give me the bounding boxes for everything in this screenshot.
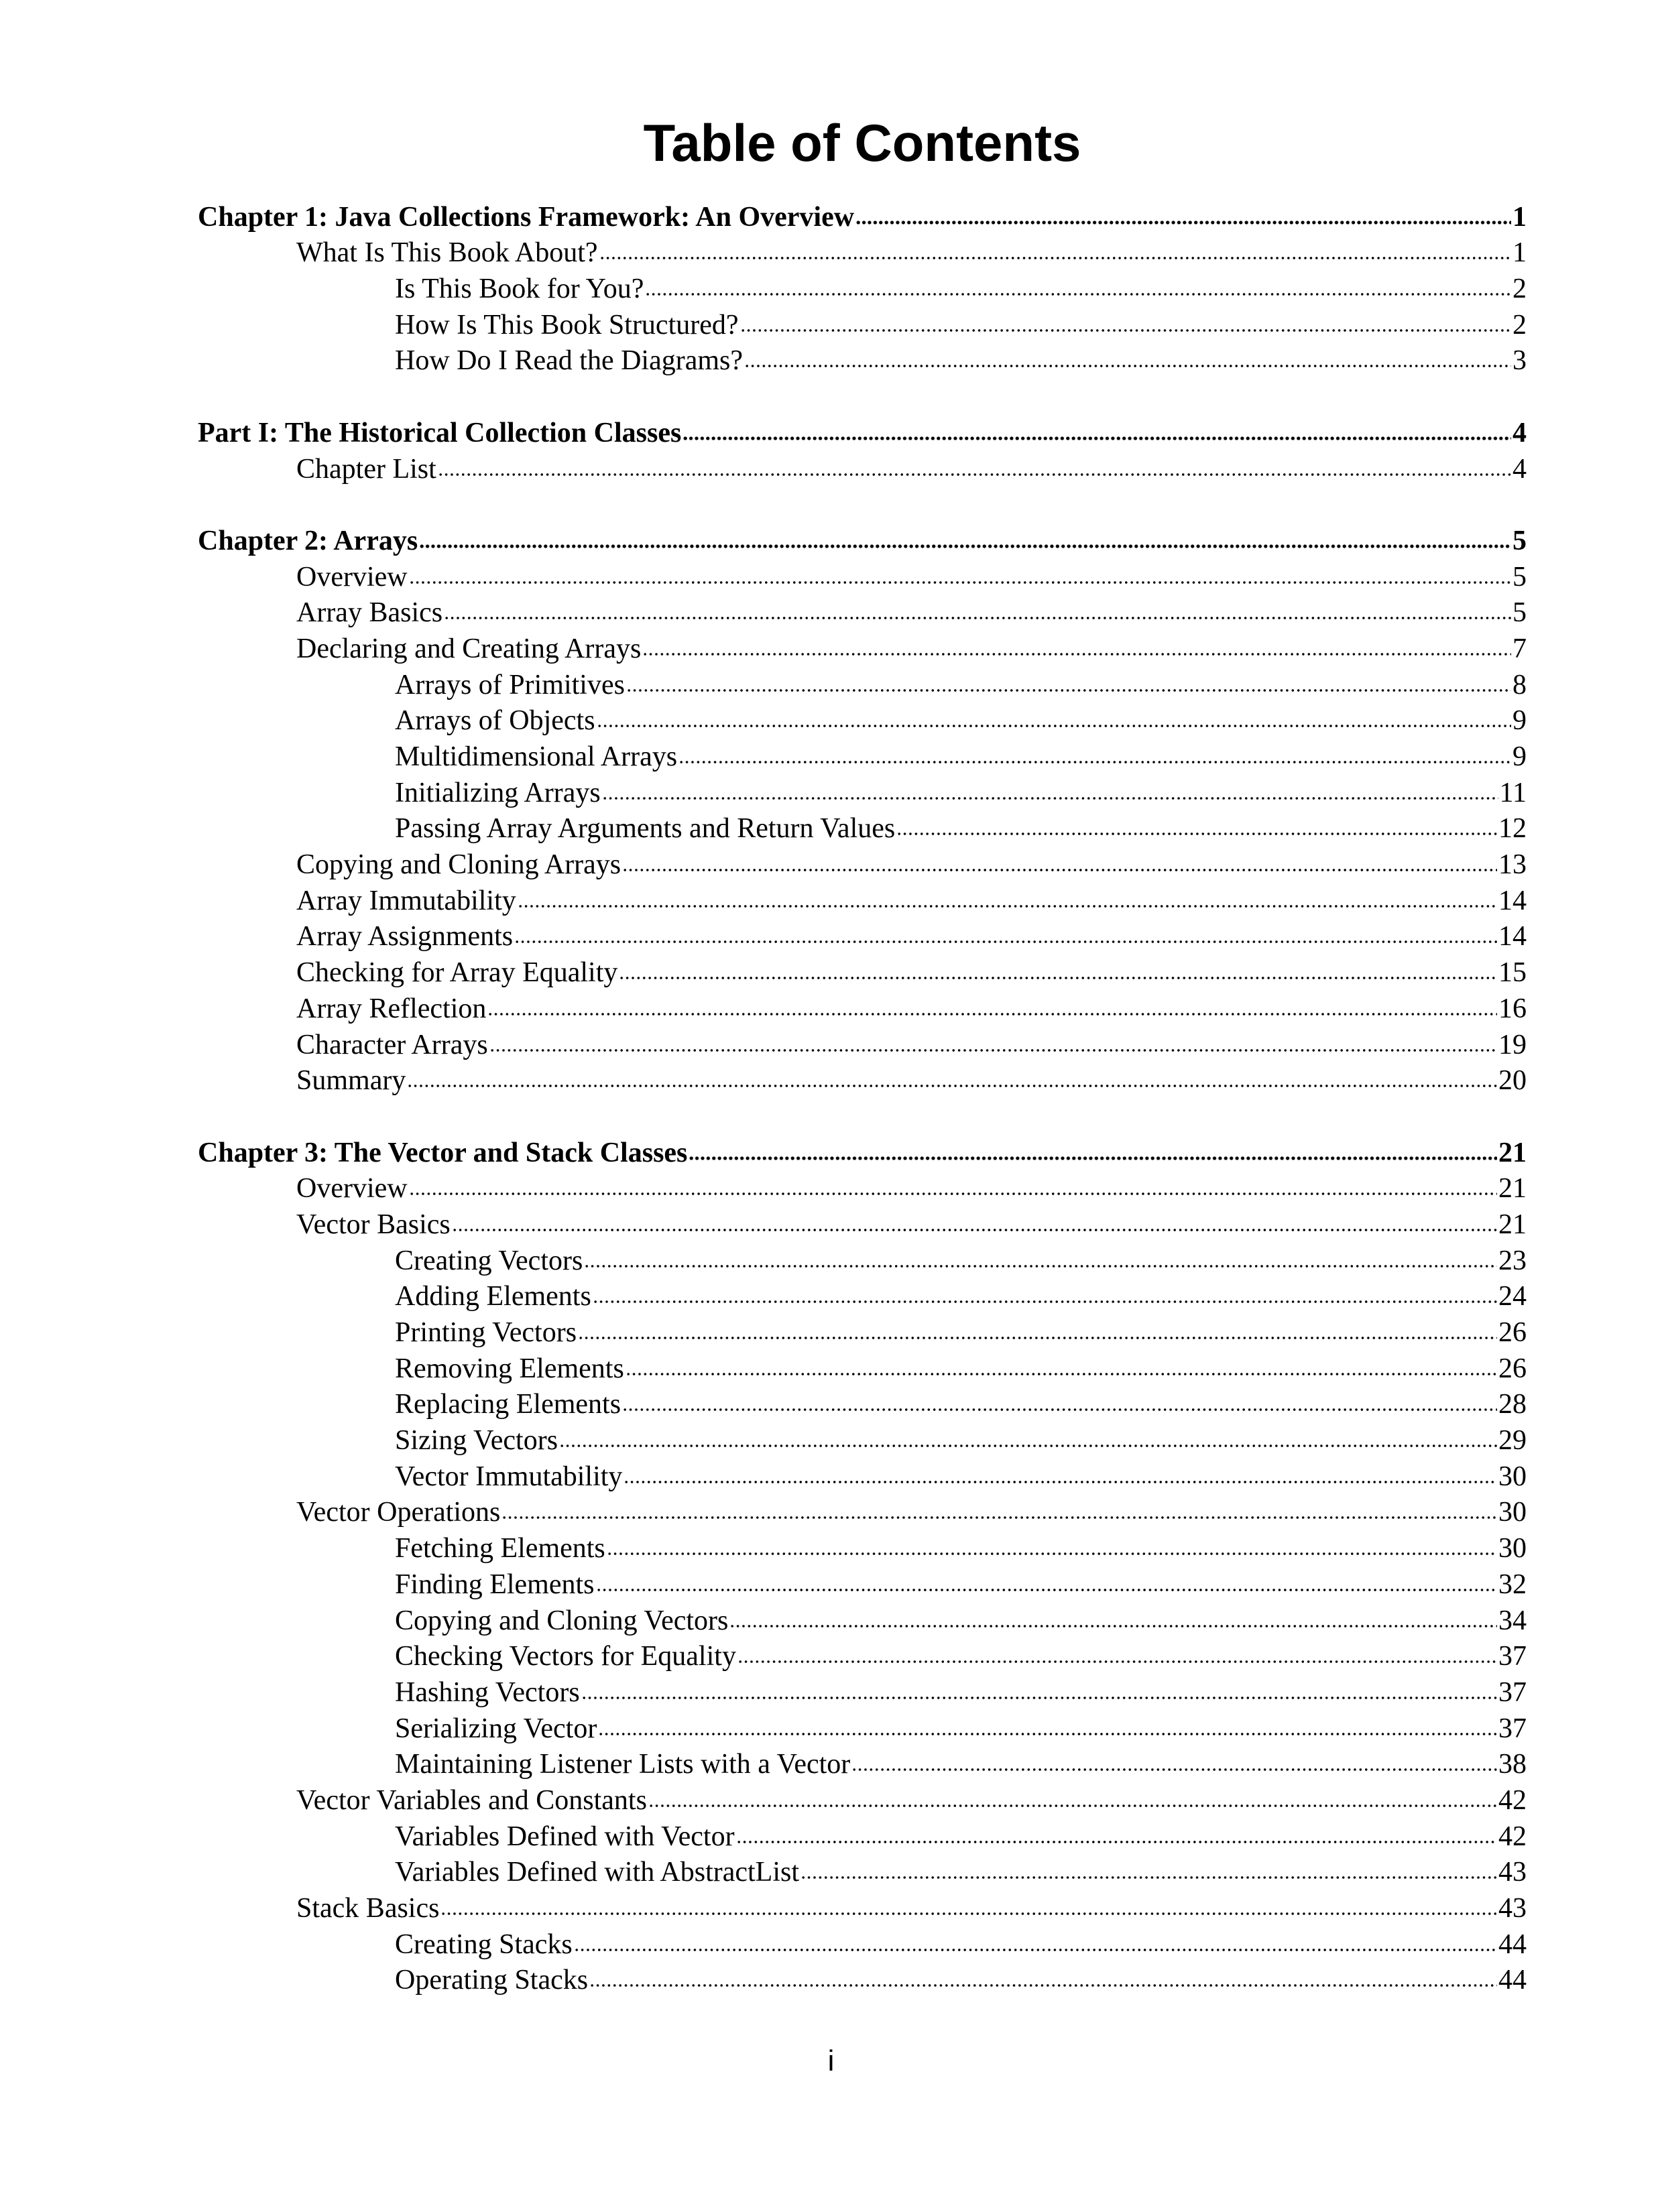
- dot-leader: [737, 1658, 1497, 1665]
- entry-page-number: 2: [1512, 273, 1527, 305]
- entry-title: Fetching Elements: [395, 1533, 605, 1564]
- toc-subsection-entry[interactable]: [198, 1348, 1527, 1384]
- entry-title: How Do I Read the Diagrams?: [395, 345, 744, 377]
- toc-section-entry[interactable]: [198, 880, 1527, 916]
- entry-title: Variables Defined with AbstractList: [395, 1857, 800, 1888]
- entry-page-number: 42: [1498, 1821, 1527, 1852]
- toc-subsection-entry[interactable]: [198, 1384, 1527, 1420]
- entry-page-number: 38: [1498, 1749, 1527, 1780]
- dot-leader: [851, 1766, 1497, 1773]
- entry-title: Copying and Cloning Arrays: [296, 849, 621, 881]
- toc-section-entry[interactable]: [198, 233, 1527, 269]
- toc-section-entry[interactable]: [198, 448, 1527, 485]
- entry-title: Sizing Vectors: [395, 1425, 558, 1457]
- toc-subsection-entry[interactable]: [198, 808, 1527, 845]
- entry-page-number: 37: [1498, 1641, 1527, 1672]
- entry-page-number: 15: [1498, 957, 1527, 989]
- dot-leader: [487, 1011, 1497, 1018]
- entry-title: Removing Elements: [395, 1353, 624, 1384]
- entry-page-number: 32: [1498, 1569, 1527, 1600]
- toc-subsection-entry[interactable]: [198, 1708, 1527, 1744]
- toc-subsection-entry[interactable]: [198, 1312, 1527, 1348]
- dot-leader: [501, 1514, 1497, 1521]
- toc-subsection-entry[interactable]: [198, 1744, 1527, 1780]
- dot-leader: [596, 1587, 1498, 1593]
- toc-section-entry[interactable]: [198, 628, 1527, 664]
- toc-section-entry[interactable]: [198, 1492, 1527, 1528]
- entry-title: Adding Elements: [395, 1281, 591, 1312]
- toc-section-entry[interactable]: [198, 988, 1527, 1024]
- toc-subsection-entry[interactable]: [198, 772, 1527, 808]
- entry-title: Overview: [296, 561, 408, 593]
- entry-page-number: 24: [1498, 1281, 1527, 1312]
- toc-subsection-entry[interactable]: [198, 1420, 1527, 1456]
- dot-leader: [626, 687, 1511, 694]
- entry-title: Arrays of Primitives: [395, 669, 625, 700]
- toc-subsection-entry[interactable]: [198, 736, 1527, 772]
- toc-section-entry[interactable]: [198, 1780, 1527, 1816]
- entry-page-number: 44: [1498, 1928, 1527, 1960]
- toc-chapter-entry[interactable]: [198, 1132, 1527, 1168]
- entry-page-number: 4: [1512, 417, 1527, 448]
- entry-title: Array Assignments: [296, 921, 514, 953]
- toc-subsection-entry[interactable]: [198, 1852, 1527, 1888]
- section-spacer: [198, 376, 1527, 412]
- entry-page-number: 37: [1498, 1676, 1527, 1708]
- entry-page-number: 26: [1498, 1317, 1527, 1348]
- entry-page-number: 2: [1512, 309, 1527, 341]
- dot-leader: [599, 255, 1511, 261]
- dot-leader: [740, 327, 1511, 334]
- entry-page-number: 14: [1498, 885, 1527, 916]
- toc-section-entry[interactable]: [198, 952, 1527, 988]
- toc-subsection-entry[interactable]: [198, 1672, 1527, 1708]
- entry-page-number: 43: [1498, 1893, 1527, 1924]
- dot-leader: [419, 543, 1511, 550]
- dot-leader: [438, 471, 1511, 478]
- toc-section-entry[interactable]: [198, 1168, 1527, 1205]
- section-spacer: [198, 1096, 1527, 1132]
- entry-page-number: 5: [1512, 597, 1527, 629]
- dot-leader: [682, 435, 1511, 442]
- dot-leader: [514, 938, 1497, 945]
- toc-section-entry[interactable]: [198, 916, 1527, 953]
- entry-title: Creating Stacks: [395, 1928, 573, 1960]
- dot-leader: [624, 1479, 1497, 1485]
- toc-subsection-entry[interactable]: [198, 1456, 1527, 1492]
- entry-title: Character Arrays: [296, 1029, 488, 1060]
- entry-page-number: 16: [1498, 993, 1527, 1024]
- entry-page-number: 30: [1498, 1497, 1527, 1528]
- dot-leader: [689, 1155, 1497, 1162]
- entry-title: Vector Basics: [296, 1209, 451, 1240]
- entry-title: Copying and Cloning Vectors: [395, 1605, 729, 1636]
- toc-subsection-entry[interactable]: [198, 304, 1527, 341]
- entry-title: Vector Immutability: [395, 1461, 623, 1492]
- toc-subsection-entry[interactable]: [198, 1564, 1527, 1600]
- dot-leader: [598, 1731, 1497, 1737]
- dot-leader: [678, 759, 1511, 765]
- dot-leader: [736, 1839, 1497, 1845]
- page-title: Table of Contents: [643, 113, 1081, 172]
- dot-leader: [578, 1335, 1497, 1341]
- toc-subsection-entry[interactable]: [198, 1276, 1527, 1312]
- entry-title: Checking Vectors for Equality: [395, 1641, 736, 1672]
- entry-title: Chapter List: [296, 453, 436, 485]
- dot-leader: [597, 723, 1511, 729]
- toc-subsection-entry[interactable]: [198, 1240, 1527, 1276]
- entry-page-number: 21: [1498, 1209, 1527, 1240]
- dot-leader: [729, 1623, 1497, 1630]
- entry-page-number: 9: [1512, 705, 1527, 737]
- dot-leader: [452, 1227, 1497, 1233]
- entry-title: Chapter 1: Java Collections Framework: An Overview: [198, 201, 855, 233]
- entry-title: Is This Book for You?: [395, 273, 644, 305]
- entry-page-number: 34: [1498, 1605, 1527, 1636]
- entry-page-number: 44: [1498, 1965, 1527, 1996]
- toc-subsection-entry[interactable]: [198, 1600, 1527, 1636]
- dot-leader: [622, 1406, 1497, 1413]
- toc-section-entry[interactable]: [198, 593, 1527, 629]
- toc-subsection-entry[interactable]: [198, 268, 1527, 304]
- entry-title: Variables Defined with Vector: [395, 1821, 735, 1852]
- entry-page-number: 21: [1498, 1137, 1527, 1168]
- entry-page-number: 12: [1498, 813, 1527, 845]
- entry-title: How Is This Book Structured?: [395, 309, 739, 341]
- dot-leader: [409, 1190, 1497, 1197]
- entry-title: Finding Elements: [395, 1569, 595, 1600]
- toc-section-entry[interactable]: [198, 1024, 1527, 1060]
- dot-leader: [407, 1083, 1497, 1089]
- entry-page-number: 19: [1498, 1029, 1527, 1060]
- entry-page-number: 20: [1498, 1065, 1527, 1097]
- toc-subsection-entry[interactable]: [198, 341, 1527, 377]
- dot-leader: [602, 795, 1498, 802]
- entry-page-number: 29: [1498, 1425, 1527, 1457]
- entry-title: Stack Basics: [296, 1893, 440, 1924]
- entry-title: Part I: The Historical Collection Classes: [198, 417, 682, 448]
- entry-title: Creating Vectors: [395, 1245, 583, 1276]
- entry-title: Vector Variables and Constants: [296, 1784, 647, 1816]
- dot-leader: [648, 1802, 1497, 1809]
- entry-page-number: 37: [1498, 1713, 1527, 1744]
- dot-leader: [642, 651, 1511, 658]
- entry-title: Multidimensional Arrays: [395, 741, 678, 772]
- entry-page-number: 43: [1498, 1857, 1527, 1888]
- entry-title: Serializing Vector: [395, 1713, 597, 1744]
- dot-leader: [444, 615, 1511, 621]
- toc-section-entry[interactable]: [198, 556, 1527, 593]
- dot-leader: [607, 1550, 1497, 1557]
- entry-page-number: 23: [1498, 1245, 1527, 1276]
- dot-leader: [589, 1982, 1497, 1989]
- page-number: i: [827, 2044, 835, 2077]
- entry-page-number: 21: [1498, 1173, 1527, 1205]
- entry-page-number: 8: [1512, 669, 1527, 700]
- entry-title: Chapter 2: Arrays: [198, 525, 418, 556]
- toc-subsection-entry[interactable]: [198, 700, 1527, 737]
- entry-page-number: 1: [1512, 237, 1527, 269]
- entry-page-number: 30: [1498, 1461, 1527, 1492]
- dot-leader: [593, 1298, 1497, 1305]
- toc-chapter-entry[interactable]: [198, 412, 1527, 448]
- entry-page-number: 4: [1512, 453, 1527, 485]
- toc-subsection-entry[interactable]: [198, 1924, 1527, 1960]
- entry-title: Checking for Array Equality: [296, 957, 618, 989]
- entry-title: Initializing Arrays: [395, 777, 601, 808]
- entry-page-number: 14: [1498, 921, 1527, 953]
- dot-leader: [855, 219, 1511, 226]
- dot-leader: [744, 363, 1511, 369]
- entry-page-number: 28: [1498, 1389, 1527, 1420]
- entry-page-number: 3: [1512, 345, 1527, 377]
- entry-title: Summary: [296, 1065, 406, 1097]
- entry-title: Maintaining Listener Lists with a Vector: [395, 1749, 851, 1780]
- dot-leader: [800, 1874, 1497, 1881]
- entry-title: Overview: [296, 1173, 408, 1205]
- dot-leader: [645, 291, 1511, 298]
- entry-page-number: 11: [1499, 777, 1527, 808]
- table-of-contents: [198, 196, 1527, 1995]
- section-spacer: [198, 485, 1527, 521]
- toc-subsection-entry[interactable]: [198, 1816, 1527, 1852]
- toc-subsection-entry[interactable]: [198, 664, 1527, 700]
- toc-subsection-entry[interactable]: [198, 1528, 1527, 1564]
- entry-title: Operating Stacks: [395, 1965, 589, 1996]
- dot-leader: [574, 1947, 1497, 1953]
- entry-title: Array Basics: [296, 597, 443, 629]
- entry-title: Declaring and Creating Arrays: [296, 633, 642, 664]
- dot-leader: [619, 975, 1497, 981]
- entry-title: Arrays of Objects: [395, 705, 595, 737]
- entry-title: Printing Vectors: [395, 1317, 577, 1348]
- dot-leader: [489, 1047, 1497, 1054]
- entry-title: Array Reflection: [296, 993, 487, 1024]
- entry-page-number: 13: [1498, 849, 1527, 881]
- entry-title: Hashing Vectors: [395, 1676, 580, 1708]
- entry-page-number: 5: [1512, 561, 1527, 593]
- dot-leader: [584, 1263, 1497, 1270]
- entry-page-number: 1: [1512, 201, 1527, 233]
- entry-title: What Is This Book About?: [296, 237, 598, 269]
- toc-chapter-entry[interactable]: [198, 520, 1527, 556]
- toc-section-entry[interactable]: [198, 1060, 1527, 1097]
- entry-page-number: 42: [1498, 1784, 1527, 1816]
- entry-title: Passing Array Arguments and Return Values: [395, 813, 896, 845]
- entry-title: Replacing Elements: [395, 1389, 621, 1420]
- toc-section-entry[interactable]: [198, 1888, 1527, 1924]
- entry-title: Array Immutability: [296, 885, 516, 916]
- dot-leader: [622, 867, 1497, 873]
- dot-leader: [626, 1371, 1497, 1377]
- entry-title: Vector Operations: [296, 1497, 501, 1528]
- entry-page-number: 7: [1512, 633, 1527, 664]
- toc-subsection-entry[interactable]: [198, 1636, 1527, 1672]
- dot-leader: [518, 903, 1497, 910]
- toc-subsection-entry[interactable]: [198, 1960, 1527, 1996]
- toc-section-entry[interactable]: [198, 844, 1527, 880]
- dot-leader: [559, 1442, 1497, 1449]
- toc-section-entry[interactable]: [198, 1204, 1527, 1240]
- dot-leader: [440, 1910, 1497, 1917]
- entry-page-number: 9: [1512, 741, 1527, 772]
- dot-leader: [409, 579, 1511, 586]
- dot-leader: [896, 831, 1497, 837]
- dot-leader: [581, 1695, 1497, 1701]
- entry-page-number: 26: [1498, 1353, 1527, 1384]
- toc-chapter-entry[interactable]: [198, 196, 1527, 233]
- entry-page-number: 30: [1498, 1533, 1527, 1564]
- entry-title: Chapter 3: The Vector and Stack Classes: [198, 1137, 688, 1168]
- entry-page-number: 5: [1512, 525, 1527, 556]
